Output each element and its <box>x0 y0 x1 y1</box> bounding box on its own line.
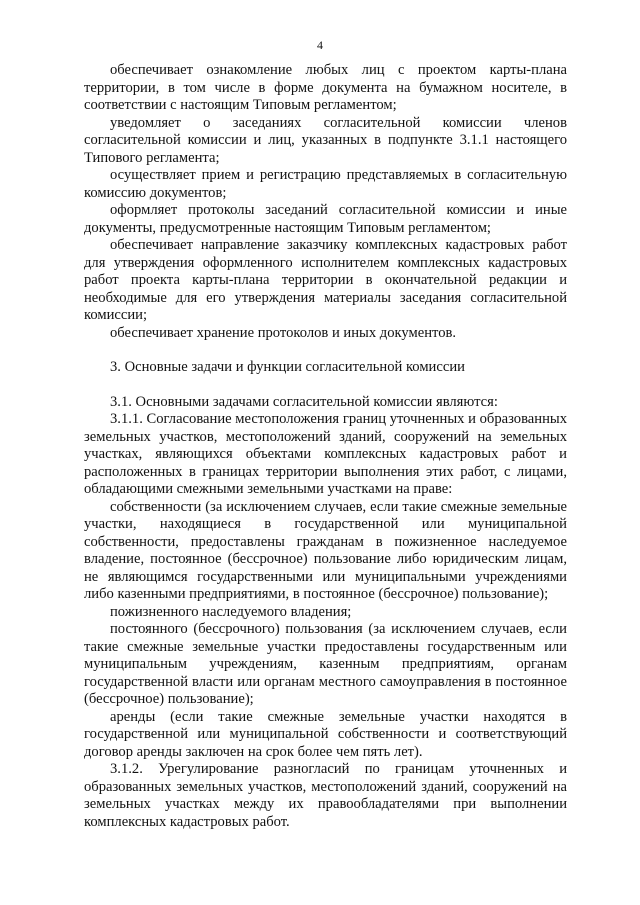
paragraph: 3.1.1. Согласование местоположения границ уточненных и образованных земельных участков, местоположений зданий, сооружений на земельных участках, являющихся объектами комплексных кадастровых работ и расположенных в границах территории выполнения этих работ, с лицами, обладающими смежными земельными участками на праве: <box>84 411 567 497</box>
paragraph: аренды (если такие смежные земельные участки находятся в государственной или муниципальной собственности и соответствующий договор аренды заключен на срок более чем пять лет). <box>84 708 567 760</box>
paragraph: 3.1.2. Урегулирование разногласий по границам уточненных и образованных земельных участков, местоположений зданий, сооружений на земельных участках между их правообладателями при выполнении комплексных кадастровых работ. <box>84 761 567 830</box>
paragraph: 3.1. Основными задачами согласительной комиссии являются: <box>110 393 498 410</box>
paragraph: обеспечивает хранение протоколов и иных документов. <box>110 324 457 341</box>
paragraph: собственности (за исключением случаев, если такие смежные земельные участки, находящиеся в государственной или муниципальной собственности, предоставлены гражданам в пожизненное наследуемое владение, постоянное (бессрочное) пользование либо юридическим лицам, не являющимся государственными или муниципальными учреждениями либо казенными предприятиями, в постоянное (бессрочное) пользование); <box>84 498 567 602</box>
paragraph: обеспечивает ознакомление любых лиц с проектом карты-плана территории, в том числе в форме документа на бумажном носителе, в соответствии с настоящим Типовым регламентом; <box>84 62 567 113</box>
section-heading: 3. Основные задачи и функции согласительной комиссии <box>110 359 465 375</box>
paragraph: осуществляет прием и регистрацию представляемых в согласительную комиссию документов; <box>84 167 567 201</box>
paragraph: оформляет протоколы заседаний согласительной комиссии и иные документы, предусмотренные настоящим Типовым регламентом; <box>84 202 567 236</box>
page-number: 4 <box>317 38 323 52</box>
paragraph: обеспечивает направление заказчику комплексных кадастровых работ для утверждения оформленного исполнителем комплексных кадастровых работ проекта карты-плана территории в окончательной редакции и необходимые для его утверждения материалы заседания согласительной комиссии; <box>84 237 567 323</box>
paragraph: уведомляет о заседаниях согласительной комиссии членов согласительной комиссии и лиц, указанных в подпункте 3.1.1 настоящего Типового регламента; <box>84 114 567 166</box>
paragraph: пожизненного наследуемого владения; <box>110 603 352 620</box>
paragraph: постоянного (бессрочного) пользования (за исключением случаев, если такие смежные земельные участки предоставлены государственным или муниципальным учреждениям, казенным предприятиям, органам государственной власти или органам местного самоуправления в постоянное (бессрочное) пользование); <box>84 621 567 707</box>
document-body <box>84 62 567 831</box>
